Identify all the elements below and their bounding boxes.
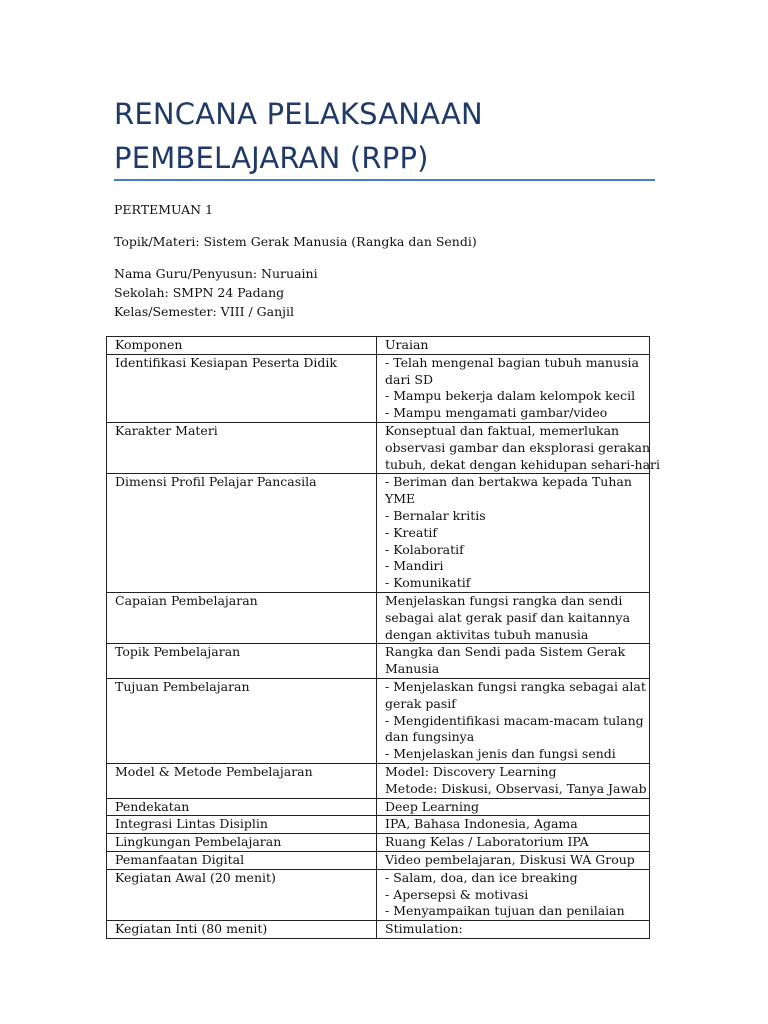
uraian-line: IPA, Bahasa Indonesia, Agama	[385, 816, 578, 832]
table-row	[107, 851, 650, 869]
uraian-cell	[377, 798, 650, 816]
uraian-cell	[377, 592, 650, 643]
table-row	[107, 354, 650, 422]
uraian-line: Rangka dan Sendi pada Sistem Gerak	[385, 644, 626, 660]
uraian-line: observasi gambar dan eksplorasi gerakan	[385, 439, 651, 455]
title-line-2: PEMBELAJARAN (RPP)	[114, 141, 429, 175]
komponen-cell: Topik Pembelajaran	[107, 644, 377, 679]
uraian-cell	[377, 834, 650, 852]
uraian-line: - Menjelaskan jenis dan fungsi sendi	[385, 746, 616, 762]
uraian-cell	[377, 474, 650, 593]
document-title	[114, 92, 674, 180]
uraian-cell	[377, 921, 650, 939]
table-row	[107, 592, 650, 643]
title-line-1: RENCANA PELAKSANAAN	[114, 97, 483, 131]
table-row	[107, 921, 650, 939]
table-row	[107, 798, 650, 816]
rpp-table	[106, 336, 661, 939]
komponen-cell: Pemanfaatan Digital	[107, 851, 377, 869]
komponen-cell: Capaian Pembelajaran	[107, 592, 377, 643]
komponen-cell: Kegiatan Awal (20 menit)	[107, 869, 377, 920]
uraian-line: - Salam, doa, dan ice breaking	[385, 869, 578, 885]
table-row	[107, 474, 650, 593]
school-line: Sekolah: SMPN 24 Padang	[114, 285, 285, 300]
komponen-cell: Lingkungan Pembelajaran	[107, 834, 377, 852]
table-row	[107, 678, 650, 763]
uraian-line: - Telah mengenal bagian tubuh manusia	[385, 354, 639, 370]
uraian-cell	[377, 869, 650, 920]
uraian-cell	[377, 678, 650, 763]
uraian-line: Konseptual dan faktual, memerlukan	[385, 422, 620, 438]
uraian-line: dari SD	[385, 371, 433, 387]
uraian-line: - Menjelaskan fungsi rangka sebagai alat	[385, 678, 646, 694]
table-row	[107, 422, 650, 473]
uraian-line: - Kreatif	[385, 524, 438, 540]
komponen-cell: Pendekatan	[107, 798, 377, 816]
uraian-line: - Apersepsi & motivasi	[385, 886, 529, 902]
uraian-line: sebagai alat gerak pasif dan kaitannya	[385, 609, 631, 625]
uraian-line: - Mampu bekerja dalam kelompok kecil	[385, 388, 636, 404]
table-row	[107, 816, 650, 834]
uraian-cell	[377, 354, 650, 422]
uraian-line: tubuh, dekat dengan kehidupan sehari-hari	[385, 456, 661, 472]
komponen-cell: Kegiatan Inti (80 menit)	[107, 921, 377, 939]
uraian-line: - Bernalar kritis	[385, 507, 486, 523]
uraian-line: YME	[385, 491, 416, 507]
uraian-line: Metode: Diskusi, Observasi, Tanya Jawab	[385, 780, 647, 796]
uraian-cell	[377, 816, 650, 834]
uraian-line: gerak pasif	[385, 695, 456, 711]
uraian-line: - Mampu mengamati gambar/video	[385, 405, 608, 421]
table-row	[107, 644, 650, 679]
uraian-line: Manusia	[385, 661, 440, 677]
uraian-line: - Menyampaikan tujuan dan penilaian	[385, 903, 625, 919]
topic-line: Topik/Materi: Sistem Gerak Manusia (Rangka dan Sendi)	[114, 234, 477, 249]
uraian-line: Ruang Kelas / Laboratorium IPA	[385, 834, 589, 850]
komponen-cell: Integrasi Lintas Disiplin	[107, 816, 377, 834]
header-komponen: Komponen	[107, 337, 377, 355]
header-uraian: Uraian	[377, 337, 650, 355]
teacher-line: Nama Guru/Penyusun: Nuruaini	[114, 266, 318, 281]
uraian-line: Deep Learning	[385, 798, 480, 814]
komponen-cell: Model & Metode Pembelajaran	[107, 763, 377, 798]
komponen-cell: Tujuan Pembelajaran	[107, 678, 377, 763]
uraian-line: Menjelaskan fungsi rangka dan sendi	[385, 592, 623, 608]
class-semester-line: Kelas/Semester: VIII / Ganjil	[114, 304, 295, 319]
uraian-line: Video pembelajaran, Diskusi WA Group	[385, 851, 635, 867]
uraian-line: Stimulation:	[385, 921, 463, 937]
uraian-cell	[377, 422, 661, 473]
table-row	[107, 869, 650, 920]
uraian-line: - Beriman dan bertakwa kepada Tuhan	[385, 474, 632, 490]
komponen-cell: Dimensi Profil Pelajar Pancasila	[107, 474, 377, 593]
table-row	[107, 834, 650, 852]
uraian-cell	[377, 763, 650, 798]
uraian-cell	[377, 644, 650, 679]
meeting-label: PERTEMUAN 1	[114, 202, 214, 217]
komponen-cell: Identifikasi Kesiapan Peserta Didik	[107, 354, 377, 422]
uraian-cell	[377, 851, 650, 869]
title-underline	[114, 179, 655, 181]
uraian-line: - Mandiri	[385, 558, 444, 574]
uraian-line: dan fungsinya	[385, 729, 475, 745]
table-header-row	[107, 337, 650, 355]
uraian-line: - Komunikatif	[385, 575, 471, 591]
table-row	[107, 763, 650, 798]
uraian-line: Model: Discovery Learning	[385, 763, 557, 779]
uraian-line: - Mengidentifikasi macam-macam tulang	[385, 712, 644, 728]
uraian-line: dengan aktivitas tubuh manusia	[385, 626, 589, 642]
uraian-line: - Kolaboratif	[385, 541, 464, 557]
komponen-cell: Karakter Materi	[107, 422, 377, 473]
